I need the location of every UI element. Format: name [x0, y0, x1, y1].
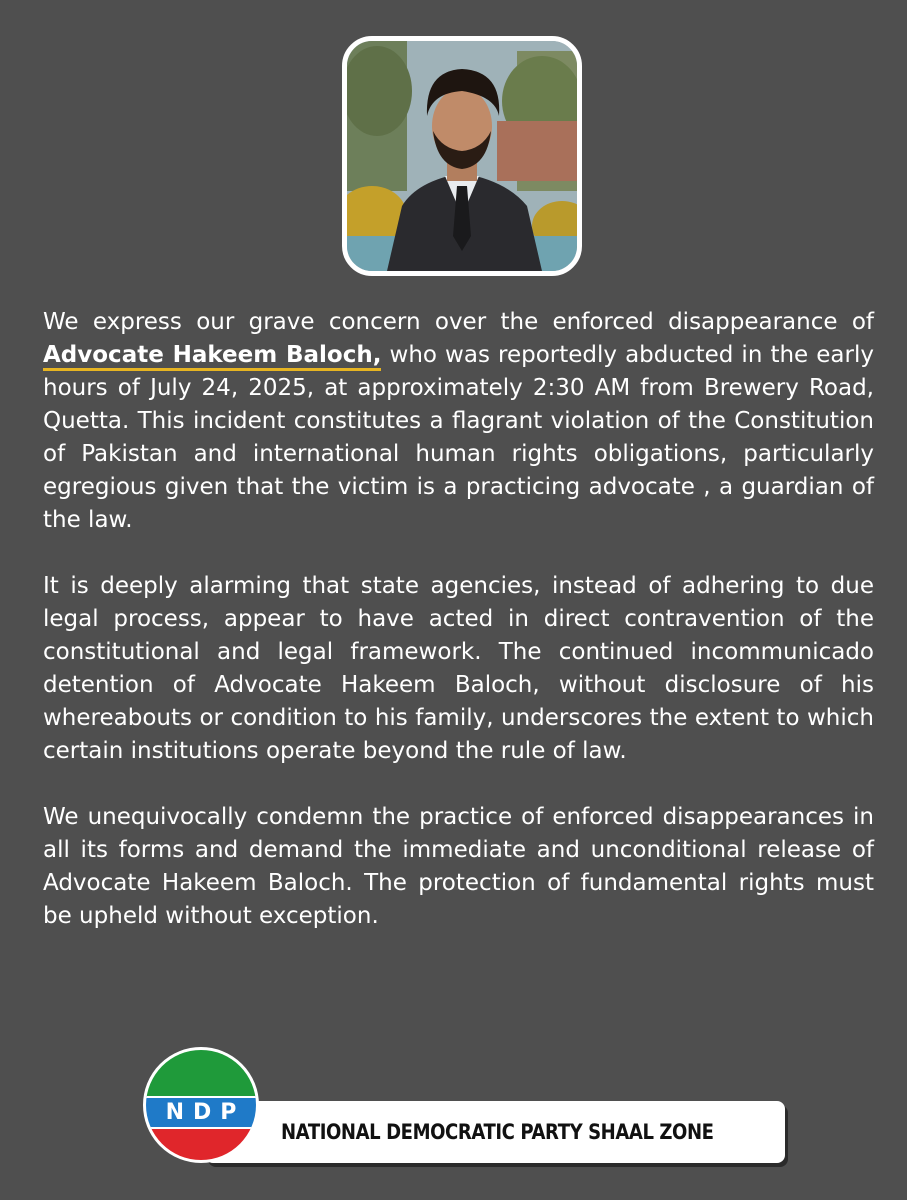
ndp-logo	[143, 1047, 259, 1163]
p1-before: We express our grave concern over the enforced disappearance of	[43, 309, 874, 335]
p1-after: who was reportedly abducted in the early hours of July 24, 2025, at approximately 2:30 AM from Brewery Road, Quetta. This incident constitutes a flagrant violation of the Constitution of Pakistan and international human rights obligations, particularly egregious given that the victim is a practicing advocate , a guardian of the law.	[43, 342, 874, 533]
statement-paragraph-2: It is deeply alarming that state agencies, instead of adhering to due legal process, appear to have acted in direct contravention of the constitutional and legal framework. The continued incommunicado detention of Advocate Hakeem Baloch, without disclosure of his whereabouts or condition to his family, underscores the extent to which certain institutions operate beyond the rule of law.	[43, 573, 874, 764]
logo-band-green	[146, 1050, 256, 1096]
highlighted-name: Advocate Hakeem Baloch,	[43, 342, 381, 371]
party-name: NATIONAL DEMOCRATIC PARTY SHAAL ZONE	[281, 1120, 714, 1144]
statement-paragraph-3: We unequivocally condemn the practice of enforced disappearances in all its forms and demand the immediate and unconditional release of Advocate Hakeem Baloch. The protection of fundamental rights must be upheld without exception.	[43, 804, 874, 929]
party-banner	[205, 1101, 785, 1163]
logo-text: NDP	[165, 1100, 246, 1126]
statement-body	[43, 306, 874, 966]
logo-band-red	[146, 1129, 256, 1160]
portrait-photo	[342, 36, 582, 276]
statement-paragraph-1	[43, 306, 874, 537]
portrait-image	[347, 41, 577, 271]
